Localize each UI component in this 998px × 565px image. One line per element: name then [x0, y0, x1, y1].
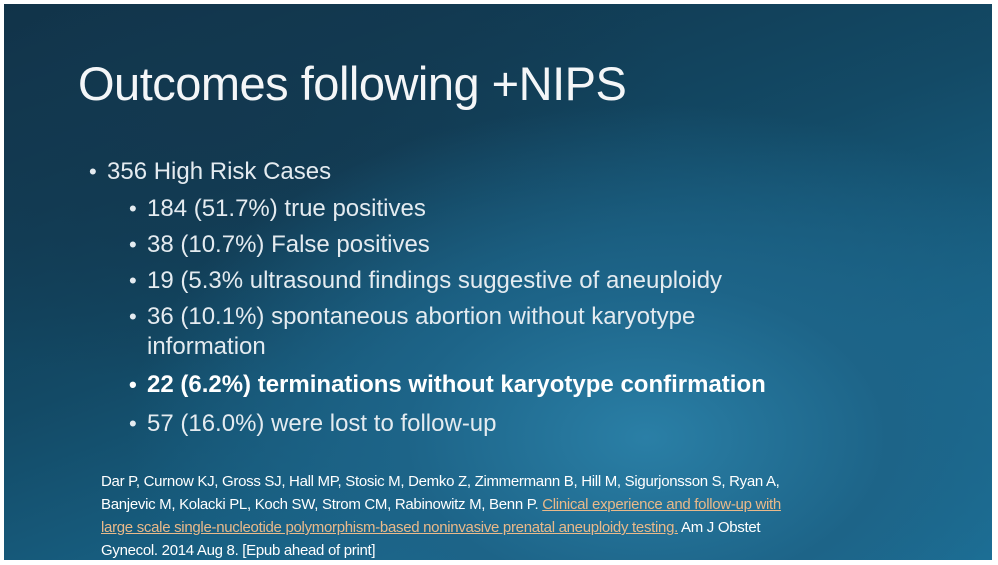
citation-journal: Am J Obstet [678, 519, 761, 536]
bullet-text-continued: information [147, 333, 266, 360]
citation-link-cont[interactable]: large scale single-nucleotide polymorphism-based noninvasive prenatal aneuploidy testing. [101, 519, 678, 536]
citation-authors-cont: Banjevic M, Kolacki PL, Koch SW, Strom CM, Rabinowitz M, Benn P. [101, 496, 543, 513]
bullet-dot: • [129, 411, 137, 436]
citation-journal-date: Gynecol. 2014 Aug 8. [Epub ahead of print] [101, 542, 376, 559]
bullet-sub-true-positives [129, 194, 426, 224]
citation-authors: Dar P, Curnow KJ, Gross SJ, Hall MP, Stosic M, Demko Z, Zimmermann B, Hill M, Sigurjonsson S, Ryan A, [101, 473, 780, 490]
citation-link[interactable]: Clinical experience and follow-up with [542, 496, 781, 513]
slide-title: Outcomes following +NIPS [78, 57, 627, 110]
bullet-dot: • [129, 232, 137, 257]
bullet-dot: • [129, 372, 137, 397]
bullet-text: 57 (16.0%) were lost to follow-up [147, 410, 497, 437]
bullet-sub-false-positives [129, 230, 430, 260]
bullet-text: 38 (10.7%) False positives [147, 231, 430, 258]
bullet-text: 22 (6.2%) terminations without karyotype confirmation [147, 371, 766, 398]
bullet-text: 36 (10.1%) spontaneous abortion without karyotype [147, 303, 696, 330]
bullet-dot: • [129, 196, 137, 221]
bullet-text: 19 (5.3% ultrasound findings suggestive of aneuploidy [147, 267, 723, 294]
slide [4, 4, 992, 560]
bullet-main [89, 157, 332, 187]
bullet-dot: • [89, 159, 97, 184]
citation [101, 470, 931, 560]
bullet-text: 356 High Risk Cases [107, 158, 332, 185]
bullet-sub-spontaneous-abortion [129, 302, 696, 362]
bullet-sub-terminations [129, 370, 766, 400]
bullet-sub-ultrasound [129, 266, 723, 296]
bullet-dot: • [129, 304, 137, 329]
bullet-text: 184 (51.7%) true positives [147, 195, 426, 222]
bullet-sub-lost-follow-up [129, 409, 497, 439]
bullet-dot: • [129, 268, 137, 293]
